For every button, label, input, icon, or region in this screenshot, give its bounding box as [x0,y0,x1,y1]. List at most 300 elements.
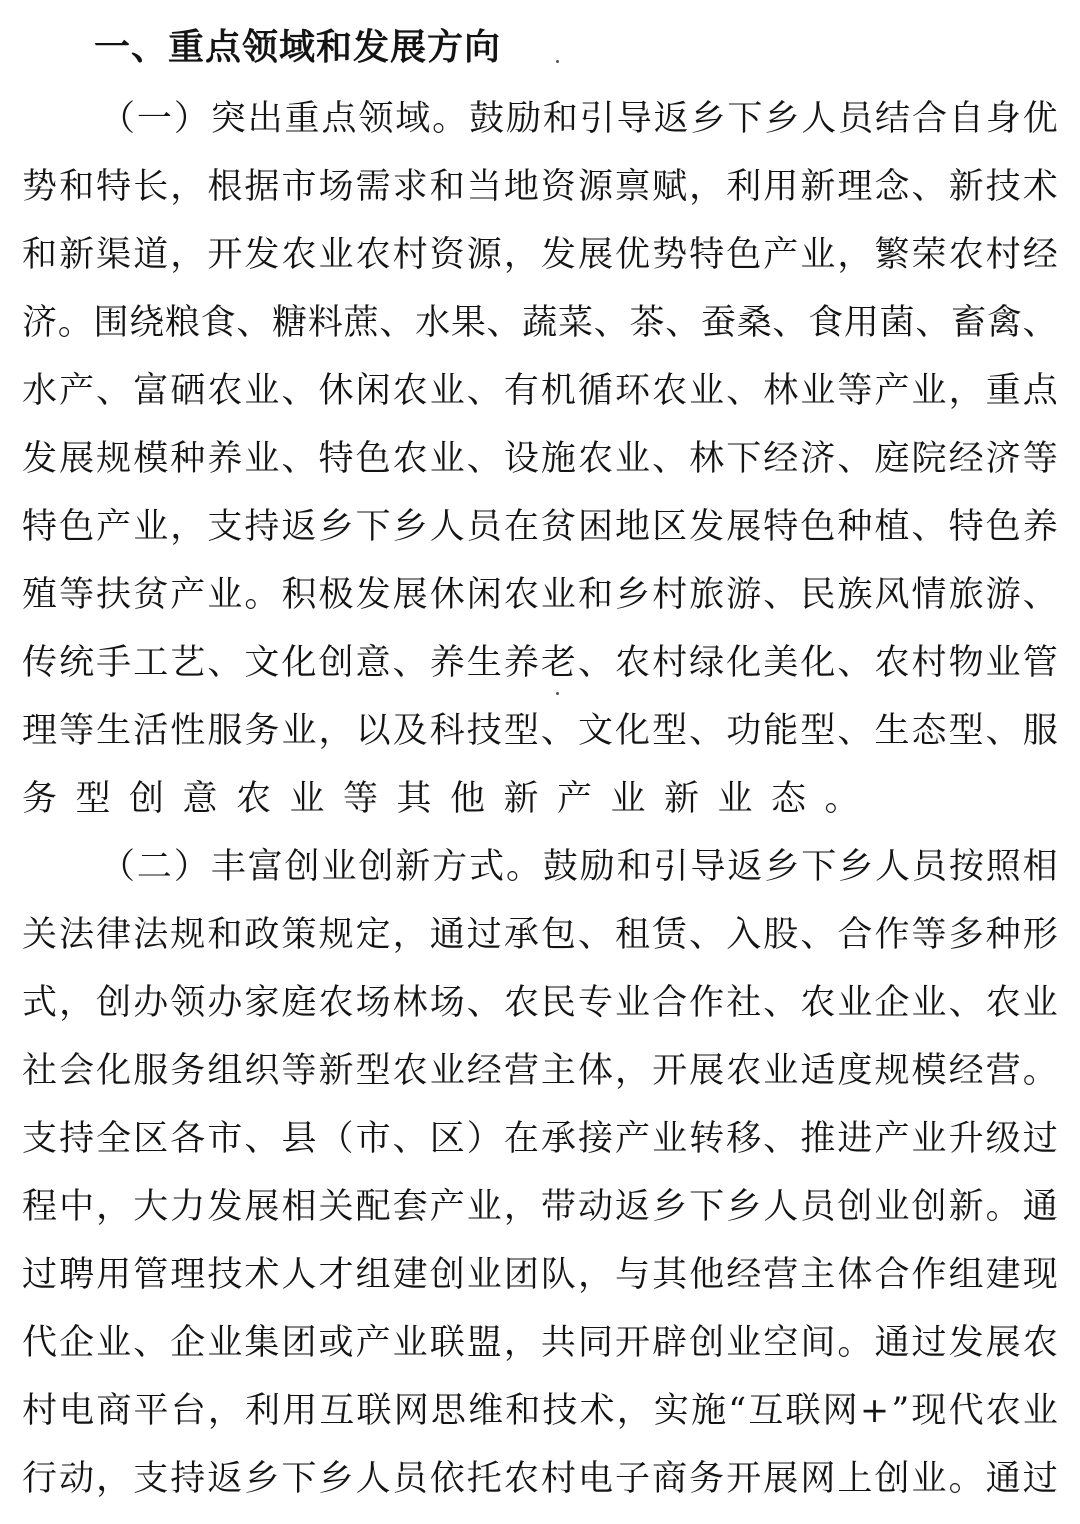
glyph: 果 [450,303,486,343]
glyph: ， [689,167,725,207]
paragraph-2-line [22,1452,1058,1520]
glyph: 种 [985,915,1021,955]
glyph: 村 [652,575,688,615]
glyph: 农 [874,643,910,683]
glyph: 集 [244,1323,280,1363]
glyph: 等 [1022,439,1058,479]
glyph: 开 [652,1051,688,1091]
glyph: 理 [837,167,873,207]
glyph: 、 [1022,575,1058,615]
glyph: 服 [1022,711,1058,751]
glyph: 生 [96,711,132,751]
glyph: ， [96,1187,132,1227]
glyph: 生 [874,711,910,751]
glyph: 济 [22,303,58,343]
glyph: 展 [59,439,95,479]
glyph: 区 [652,507,688,547]
glyph: 点 [321,99,357,139]
glyph: ） [173,847,209,887]
glyph: ， [948,371,984,411]
glyph: 型 [948,711,984,751]
glyph: 业 [540,575,576,615]
glyph: 创 [358,847,394,887]
glyph: 困 [577,507,613,547]
glyph: 点 [1022,371,1058,411]
glyph: 通 [874,1323,910,1363]
glyph: 以 [355,711,391,751]
glyph: 发 [22,439,58,479]
glyph: 组 [355,1255,391,1295]
glyph: 硒 [170,371,206,411]
glyph: ） [466,1119,502,1159]
paragraph-2-line [22,1384,1058,1452]
glyph: 合 [911,99,947,139]
glyph: 型 [355,1051,391,1091]
glyph: 返 [207,1459,243,1499]
glyph: 业 [615,439,651,479]
glyph: 休 [429,575,465,615]
glyph: 服 [207,711,243,751]
glyph: 照 [985,847,1021,887]
glyph: 菌 [879,303,915,343]
glyph: 、 [763,1119,799,1159]
glyph: 殖 [22,575,58,615]
glyph: 文 [244,643,280,683]
glyph: 产 [763,235,799,275]
glyph: 道 [133,235,169,275]
glyph: 业 [244,439,280,479]
glyph: 导 [616,99,652,139]
glyph: 业 [392,1323,428,1363]
glyph: 、 [133,1323,169,1363]
glyph: 休 [318,371,354,411]
glyph: 发 [689,507,725,547]
glyph: 业 [911,983,947,1023]
glyph: 济 [800,439,836,479]
glyph: 人 [763,1187,799,1227]
glyph: 在 [503,1119,539,1159]
glyph: 势 [652,235,688,275]
glyph: 禀 [615,167,651,207]
glyph: 。 [432,99,468,139]
glyph: 区 [429,1119,465,1159]
glyph: 村 [392,235,428,275]
glyph: 策 [281,915,317,955]
glyph: 富 [133,371,169,411]
glyph: 网 [393,1391,429,1431]
glyph: 下 [726,439,762,479]
glyph: 、 [726,371,762,411]
glyph: 度 [837,1051,873,1091]
glyph: 新 [318,1051,354,1091]
glyph: 模 [911,1051,947,1091]
glyph: 乡 [318,1459,354,1499]
glyph: 特 [948,507,984,547]
glyph: 农 [503,575,539,615]
glyph: 乡 [764,99,800,139]
glyph: 产 [59,371,95,411]
glyph: 、 [763,983,799,1023]
glyph: 实 [653,1391,689,1431]
glyph: 农 [503,983,539,1023]
glyph: 配 [355,1187,391,1227]
glyph: 辟 [652,1323,688,1363]
glyph: 传 [22,643,58,683]
glyph: 术 [579,1391,615,1431]
glyph: 其 [652,1255,688,1295]
glyph: 民 [540,983,576,1023]
glyph: 业 [281,711,317,751]
glyph: ， [392,915,428,955]
glyph: 。 [948,1459,984,1499]
glyph: 、 [540,711,576,751]
glyph: 地 [503,167,539,207]
glyph: （ [318,1119,354,1159]
glyph: 林 [763,371,799,411]
glyph: 相 [1022,847,1058,887]
glyph: 展 [726,507,762,547]
glyph: 下 [689,1187,725,1227]
glyph: 模 [133,439,169,479]
glyph: 。 [837,1323,873,1363]
glyph: 现 [1022,1255,1058,1295]
glyph: 开 [726,1459,762,1499]
glyph: 蚕 [700,303,736,343]
glyph: 重 [985,371,1021,411]
glyph: 规 [874,1051,910,1091]
glyph: 子 [615,1459,651,1499]
paragraph-2-line [22,908,1058,976]
glyph: 、 [466,983,502,1023]
glyph: 共 [540,1323,576,1363]
glyph: 、 [1022,303,1058,343]
paragraph-2-line [22,1316,1058,1384]
glyph: 、 [281,439,317,479]
glyph: 当 [466,167,502,207]
glyph: 出 [247,99,283,139]
glyph: 术 [1022,167,1058,207]
glyph: 、 [96,371,132,411]
glyph: + [859,1391,890,1431]
paragraph-2-line [22,1044,1058,1112]
glyph: 新 [800,167,836,207]
glyph: 法 [59,915,95,955]
glyph: 技 [207,1255,243,1295]
glyph: 平 [133,1391,169,1431]
glyph: 特 [763,507,799,547]
glyph: 、 [577,915,613,955]
glyph: 农 [985,983,1021,1023]
glyph: 化 [96,1051,132,1091]
glyph: 意 [355,643,391,683]
glyph: 作 [911,1255,947,1295]
glyph: 、 [689,711,725,751]
glyph: 组 [207,1051,243,1091]
glyph: 经 [466,1051,502,1091]
glyph: 过 [1022,1459,1058,1499]
glyph: 优 [615,235,651,275]
glyph: 料 [307,303,343,343]
glyph: 过 [911,1323,947,1363]
glyph: 转 [689,1119,725,1159]
glyph: 桑 [736,303,772,343]
glyph: 合 [652,983,688,1023]
glyph: 场 [318,167,354,207]
glyph: 能 [763,711,799,751]
glyph: 。 [57,303,93,343]
glyph: 游 [985,575,1021,615]
glyph: 乡 [690,99,726,139]
glyph: ， [96,1459,132,1499]
paragraph-1-line [22,228,1058,296]
glyph: 下 [801,847,837,887]
glyph: 托 [466,1459,502,1499]
glyph: 农 [392,439,428,479]
glyph: 盟 [466,1323,502,1363]
glyph: 支 [207,507,243,547]
body-text [22,92,1062,1520]
glyph: 动 [59,1459,95,1499]
glyph: ， [616,1391,652,1431]
glyph: 和 [207,915,243,955]
glyph: 求 [392,167,428,207]
glyph: 术 [244,1255,280,1295]
glyph: 种 [170,439,206,479]
glyph: 代 [22,1323,58,1363]
glyph: 员 [466,507,502,547]
paragraph-1-line [22,704,1058,772]
glyph: 营 [763,1255,799,1295]
glyph: 美 [763,643,799,683]
glyph: 励 [579,847,615,887]
glyph: 级 [985,1119,1021,1159]
glyph: 重 [284,99,320,139]
glyph: 业 [985,643,1021,683]
glyph: 族 [837,575,873,615]
glyph: 组 [948,1255,984,1295]
glyph: 积 [281,575,317,615]
glyph: 、 [948,983,984,1023]
glyph: 茶 [629,303,665,343]
glyph: 或 [318,1323,354,1363]
glyph: 方 [432,847,468,887]
glyph: 互 [319,1391,355,1431]
glyph: 建 [392,1255,428,1295]
glyph: 农 [392,1051,428,1091]
glyph: 性 [170,711,206,751]
glyph: 人 [355,1459,391,1499]
glyph: 根 [207,167,243,207]
glyph: 创 [429,1255,465,1295]
glyph: 他 [689,1255,725,1295]
glyph: 贫 [133,575,169,615]
glyph: 商 [652,1459,688,1499]
glyph: 务 [244,711,280,751]
glyph: 农 [207,371,243,411]
glyph: 、 [837,643,873,683]
glyph: 产 [170,575,206,615]
glyph: 势 [22,167,58,207]
glyph: 农 [615,643,651,683]
glyph: 生 [466,643,502,683]
glyph: 、 [915,303,951,343]
glyph: 域 [395,99,431,139]
glyph: 优 [1022,99,1058,139]
glyph: 念 [874,167,910,207]
glyph: 力 [170,1187,206,1227]
glyph: 产 [874,371,910,411]
glyph: 合 [874,1255,910,1295]
glyph: 用 [96,1255,132,1295]
paragraph-1-line [22,296,1058,364]
glyph: 、 [837,711,873,751]
glyph: 环 [615,371,651,411]
glyph: 包 [540,915,576,955]
glyph: 蔗 [343,303,379,343]
glyph: 领 [358,99,394,139]
glyph: 产 [874,1119,910,1159]
glyph: 导 [690,847,726,887]
glyph: 升 [948,1119,984,1159]
glyph: 产 [355,1323,391,1363]
glyph: 农 [948,235,984,275]
glyph: 和 [577,575,613,615]
glyph: 、 [593,303,629,343]
glyph: 各 [170,1119,206,1159]
glyph: 台 [170,1391,206,1431]
glyph: 产 [615,1119,651,1159]
glyph: 适 [800,1051,836,1091]
paragraph-2-line [22,1180,1058,1248]
glyph: 按 [948,847,984,887]
glyph: 展 [392,575,428,615]
glyph: 业 [207,1323,243,1363]
glyph: 贫 [540,507,576,547]
glyph: 业 [321,847,357,887]
glyph: 员 [838,99,874,139]
glyph: 规 [96,439,132,479]
glyph: 创 [911,1187,947,1227]
glyph: 创 [318,643,354,683]
glyph: 营 [985,1051,1021,1091]
glyph: 业 [689,371,725,411]
glyph: 、 [207,643,243,683]
glyph: 村 [911,643,947,683]
glyph: 农 [392,371,428,411]
glyph: 创 [284,847,320,887]
glyph: 管 [1022,643,1058,683]
glyph: 式 [22,983,58,1023]
glyph: 鼓 [469,99,505,139]
glyph: 技 [542,1391,578,1431]
glyph: 思 [430,1391,466,1431]
glyph: 形 [1022,915,1058,955]
glyph: 展 [577,235,613,275]
glyph: 理 [22,711,58,751]
glyph: 长 [133,167,169,207]
glyph: 乡 [392,507,428,547]
glyph: 和 [22,235,58,275]
section-heading: 一、重点领域和发展方向 [94,27,502,68]
glyph: 规 [318,915,354,955]
glyph: 业 [466,1187,502,1227]
glyph: 织 [244,1051,280,1091]
glyph: 农 [503,1459,539,1499]
glyph: 食 [808,303,844,343]
glyph: 业 [429,371,465,411]
glyph: 管 [133,1255,169,1295]
glyph: 业 [96,1323,132,1363]
glyph: 养 [207,439,243,479]
glyph: 主 [540,1051,576,1091]
glyph: 老 [540,643,576,683]
glyph: 动 [577,1187,613,1227]
glyph: 荣 [911,235,947,275]
glyph: 繁 [874,235,910,275]
glyph: 渠 [96,235,132,275]
glyph: 资 [429,235,465,275]
glyph: 等 [59,711,95,751]
glyph: 鼓 [542,847,578,887]
glyph: 在 [503,507,539,547]
glyph: 、 [665,303,701,343]
glyph: 发 [244,235,280,275]
glyph: 养 [503,643,539,683]
glyph: 定 [355,915,391,955]
glyph: 农 [652,371,688,411]
glyph: 农 [318,983,354,1023]
glyph: 身 [985,99,1021,139]
glyph: 色 [355,439,391,479]
glyph: 等 [59,575,95,615]
glyph: 色 [726,235,762,275]
glyph: 服 [133,1051,169,1091]
glyph: 行 [22,1459,58,1499]
glyph: 发 [540,235,576,275]
glyph: 经 [726,1255,762,1295]
glyph: 创 [874,1459,910,1499]
glyph: 地 [615,507,651,547]
glyph: 员 [911,847,947,887]
glyph: 村 [652,643,688,683]
glyph: 养 [429,643,465,683]
glyph: 富 [247,847,283,887]
glyph: 经 [763,439,799,479]
glyph: 和 [429,167,465,207]
glyph: 特 [689,235,725,275]
glyph: 联 [356,1391,392,1431]
glyph: ， [577,1255,613,1295]
glyph: 电 [59,1391,95,1431]
glyph: 济 [985,439,1021,479]
glyph: 科 [429,711,465,751]
glyph: 产 [96,507,132,547]
glyph: 联 [429,1323,465,1363]
glyph: 务 [170,1051,206,1091]
glyph: 维 [468,1391,504,1431]
glyph: 入 [726,915,762,955]
glyph: 乡 [838,847,874,887]
glyph: 持 [170,1459,206,1499]
glyph: 理 [170,1255,206,1295]
glyph: 养 [1022,507,1058,547]
glyph: 植 [874,507,910,547]
glyph: ， [615,1051,651,1091]
glyph: 水 [415,303,451,343]
glyph: “ [728,1391,747,1431]
glyph: 农 [726,1051,762,1091]
glyph: 业 [244,371,280,411]
